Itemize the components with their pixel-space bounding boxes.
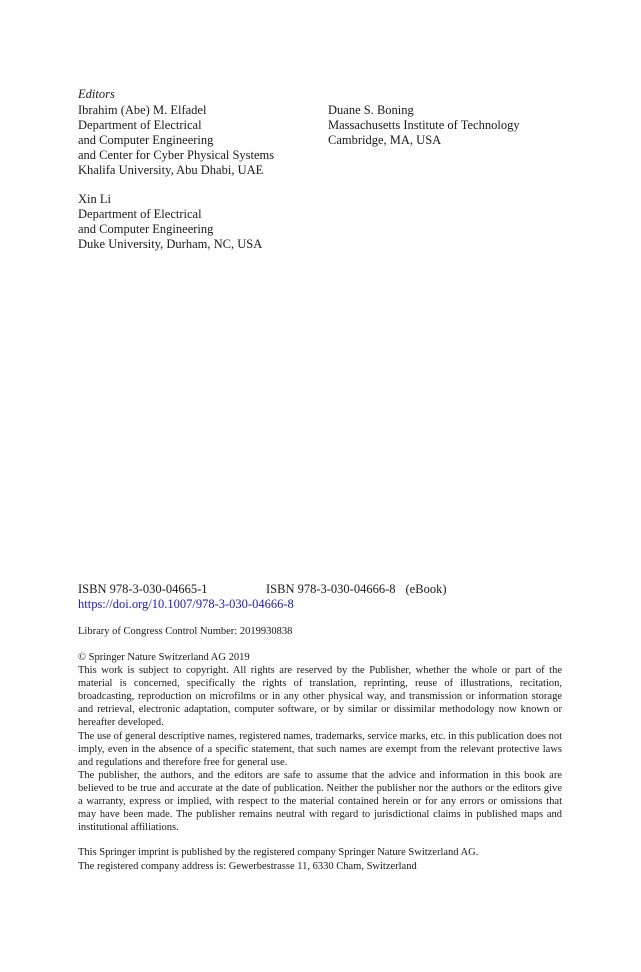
editor-affiliation-line: Khalifa University, Abu Dhabi, UAE xyxy=(78,163,264,177)
editor-affiliation-line: Cambridge, MA, USA xyxy=(328,133,442,147)
library-of-congress-number: Library of Congress Control Number: 2019930838 xyxy=(78,626,293,637)
editor-block-boning xyxy=(328,103,520,148)
editor-affiliation-line: and Computer Engineering xyxy=(78,222,214,236)
editor-affiliation-line: and Computer Engineering xyxy=(78,133,214,147)
copyright-paragraph: This work is subject to copyright. All rights are reserved by the Publisher, whether the whole or part of the material is concerned, specifically the rights of translation, reprinting, reuse of illustrations, recitation, broadcasting, reproduction on microfilms or in any other physical way, and transmission or information storage and retrieval, electronic adaptation, computer software, or by similar or dissimilar methodology now known or hereafter developed. xyxy=(78,665,562,729)
editor-affiliation-line: and Center for Cyber Physical Systems xyxy=(78,148,275,162)
isbn-ebook: ISBN 978-3-030-04666-8 xyxy=(266,582,396,596)
editor-affiliation-line: Department of Electrical xyxy=(78,207,202,221)
editor-name: Duane S. Boning xyxy=(328,103,414,117)
disclaimer-paragraph: The publisher, the authors, and the editors are safe to assume that the advice and information in this book are believed to be true and accurate at the date of publication. Neither the publisher nor the authors or the editors give a warranty, express or implied, with respect to the material contained herein or for any errors or omissions that may have been made. The publisher remains neutral with regard to jurisdictional claims in published maps and institutional affiliations. xyxy=(78,769,562,834)
editor-name: Ibrahim (Abe) M. Elfadel xyxy=(78,103,207,117)
legal-notice xyxy=(78,651,562,834)
ebook-label: (eBook) xyxy=(405,582,447,596)
doi-link[interactable]: https://doi.org/10.1007/978-3-030-04666-8 xyxy=(78,597,294,611)
trademark-paragraph: The use of general descriptive names, registered names, trademarks, service marks, etc. in this publication does not imply, even in the absence of a specific statement, that such names are exempt from the relevant protective laws and regulations and therefore free for general use. xyxy=(78,730,562,768)
editor-affiliation-line: Duke University, Durham, NC, USA xyxy=(78,237,263,251)
isbn-print: ISBN 978-3-030-04665-1 xyxy=(78,582,208,596)
isbn-row xyxy=(78,582,446,597)
editor-name: Xin Li xyxy=(78,192,111,206)
editor-block-li xyxy=(78,192,262,252)
editors-heading: Editors xyxy=(78,87,115,101)
editor-affiliation-line: Massachusetts Institute of Technology xyxy=(328,118,520,132)
imprint-line: This Springer imprint is published by the registered company Springer Nature Switzerland AG. xyxy=(78,847,479,858)
imprint-address: The registered company address is: Gewerbestrasse 11, 6330 Cham, Switzerland xyxy=(78,860,417,872)
imprint-notice xyxy=(78,846,568,873)
copyright-line: © Springer Nature Switzerland AG 2019 xyxy=(78,652,250,663)
editor-affiliation-line: Department of Electrical xyxy=(78,118,202,132)
editor-block-elfadel xyxy=(78,103,274,178)
